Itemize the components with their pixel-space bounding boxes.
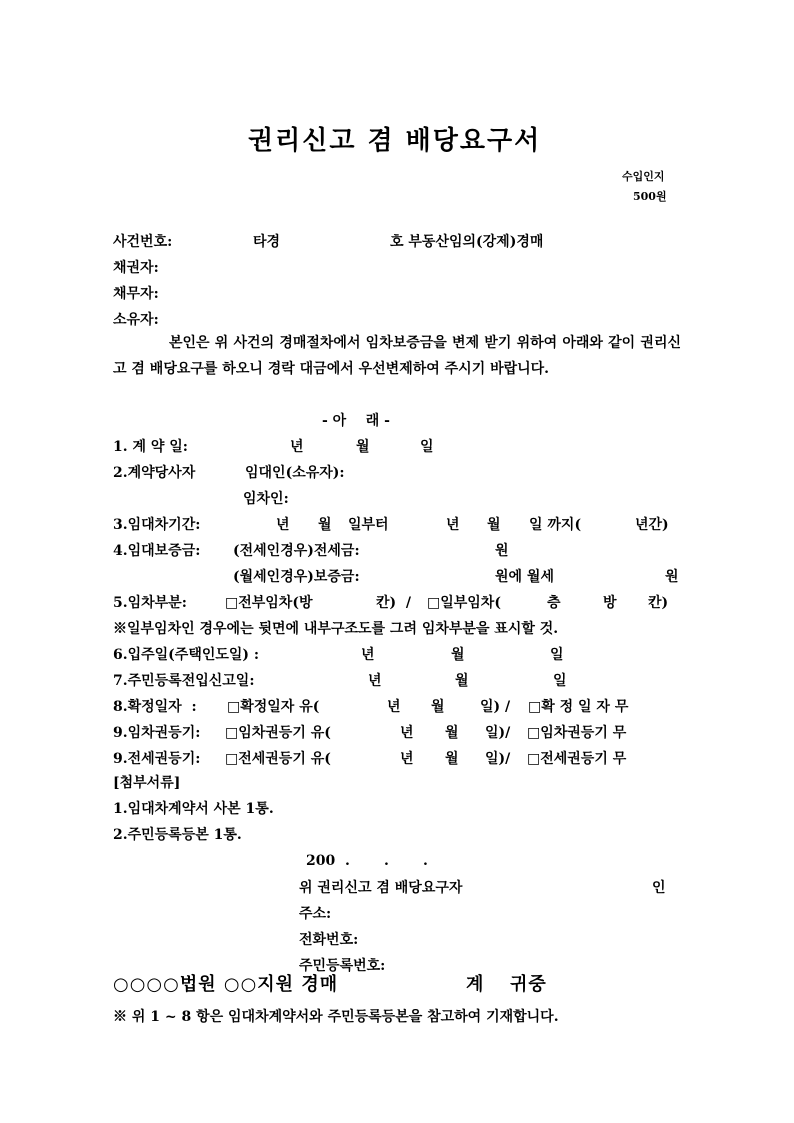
item-jeonse-registry-label: 9.전세권등기: [113, 751, 201, 767]
item-lease-month1: 월 [318, 517, 332, 533]
item-contract-day: 일 [420, 439, 434, 455]
item-lease-year2: 년 [446, 517, 460, 533]
signature-phone-label: 전화번호: [299, 932, 359, 948]
debtor-label: 채무자: [113, 286, 159, 302]
signature-id-label: 주민등록번호: [299, 958, 386, 974]
signature-seal: 인 [652, 880, 666, 896]
item-whole-lease-checkbox[interactable]: □전부임차(방 [225, 595, 313, 611]
item-lease-registry-label: 9.임차권등기: [113, 725, 201, 741]
item-registration-month: 월 [455, 673, 469, 689]
item-jeonse-won: 원 [495, 543, 509, 559]
item-contract-month: 월 [356, 439, 370, 455]
item-jeonse-registry-no-checkbox[interactable]: □전세권등기 무 [527, 751, 627, 767]
item-fixed-date-label: 8.확정일자 : [113, 699, 197, 715]
signature-date: 200 . . . [306, 853, 428, 869]
signature-address-label: 주소: [299, 906, 332, 922]
note-partial-lease: ※일부임차인 경우에는 뒷면에 내부구조도를 그려 임차부분을 표시할 것. [113, 621, 559, 637]
item-move-in-year: 년 [361, 647, 375, 663]
item-lease-period-label: 3.임대차기간: [113, 517, 201, 533]
item-jeonse-registry-yes-checkbox[interactable]: □전세권등기 유( [225, 751, 331, 767]
item-lease-year1: 년 [276, 517, 290, 533]
item-fixed-date-day: 일) / [480, 699, 511, 715]
item-registration-label: 7.주민등록전입신고일: [113, 673, 255, 689]
item-move-in-label: 6.입주일(주택인도일) : [113, 647, 260, 663]
attachment-lease-contract: 1.임대차계약서 사본 1통. [113, 801, 274, 817]
item-move-in-day: 일 [550, 647, 564, 663]
item-part-lease-count: 칸) [648, 595, 669, 611]
item-registration-day: 일 [553, 673, 567, 689]
item-part-lease-floor: 층 [547, 595, 561, 611]
case-type: 타경 [253, 234, 281, 250]
creditor-label: 채권자: [113, 260, 159, 276]
item-landlord-label: 임대인(소유자): [245, 465, 345, 481]
item-lease-part-label: 5.임차부분: [113, 595, 187, 611]
item-lease-registry-yes-checkbox[interactable]: □임차권등기 유( [225, 725, 331, 741]
item-move-in-month: 월 [451, 647, 465, 663]
item-deposit-label: 4.임대보증금: [113, 543, 201, 559]
court-department: 계 [466, 974, 485, 995]
item-jeonse-registry-day: 일)/ [485, 751, 511, 767]
item-lease-until: 일 까지( [529, 517, 582, 533]
item-lease-registry-day: 일)/ [485, 725, 511, 741]
footer-note: ※ 위 1 ~ 8 항은 임대차계약서와 주민등록등본을 참고하여 기재합니다. [113, 1009, 559, 1025]
item-jeonse-registry-month: 월 [445, 751, 459, 767]
item-lease-from: 일부터 [348, 517, 389, 533]
attachment-resident-register: 2.주민등록등본 1통. [113, 827, 242, 843]
item-part-lease-room: 방 [603, 595, 617, 611]
item-lease-span: 년간) [635, 517, 669, 533]
item-fixed-date-no-checkbox[interactable]: □확 정 일 자 무 [528, 699, 629, 715]
court-recipient: 귀중 [510, 974, 547, 995]
stamp-amount: 500원 [633, 190, 667, 203]
item-fixed-date-year: 년 [387, 699, 401, 715]
item-parties-label: 2.계약당사자 [113, 465, 196, 481]
stamp-label: 수입인지 [622, 170, 665, 183]
intro-paragraph: 본인은 위 사건의 경매절차에서 임차보증금을 변제 받기 위하여 아래와 같이 권리신고 겸 배당요구를 하오니 경락 대금에서 우선변제하여 주시기 바랍니다. [113, 335, 681, 377]
case-number-label: 사건번호: [113, 234, 173, 250]
item-monthly-won: 원 [665, 569, 679, 585]
item-jeonse-registry-year: 년 [400, 751, 414, 767]
item-monthly-deposit-label: (월세인경우)보증금: [233, 569, 360, 585]
item-lease-month2: 월 [487, 517, 501, 533]
item-tenant-label: 임차인: [243, 491, 289, 507]
item-jeonse-label: (전세인경우)전세금: [233, 543, 360, 559]
item-part-lease-checkbox[interactable]: □일부임차( [427, 595, 501, 611]
item-monthly-fee-label: 원에 월세 [495, 569, 554, 585]
document-title: 권리신고 겸 배당요구서 [248, 126, 542, 156]
item-fixed-date-yes-checkbox[interactable]: □확정일자 유( [227, 699, 320, 715]
item-lease-registry-no-checkbox[interactable]: □임차권등기 무 [527, 725, 627, 741]
item-registration-year: 년 [368, 673, 382, 689]
section-header: - 아 래 - [322, 413, 390, 429]
item-lease-registry-year: 년 [400, 725, 414, 741]
court-name: ○○○○법원 ○○지원 경매 [113, 974, 339, 995]
item-lease-registry-month: 월 [445, 725, 459, 741]
signature-applicant-label: 위 권리신고 겸 배당요구자 [299, 880, 463, 896]
item-contract-year: 년 [290, 439, 304, 455]
item-contract-date-label: 1. 계 약 일: [113, 439, 188, 455]
attachments-header: [첨부서류] [113, 775, 181, 791]
item-whole-lease-rooms: 칸) / [376, 595, 412, 611]
owner-label: 소유자: [113, 312, 159, 328]
item-fixed-date-month: 월 [431, 699, 445, 715]
case-suffix: 호 부동산임의(강제)경매 [390, 234, 544, 250]
